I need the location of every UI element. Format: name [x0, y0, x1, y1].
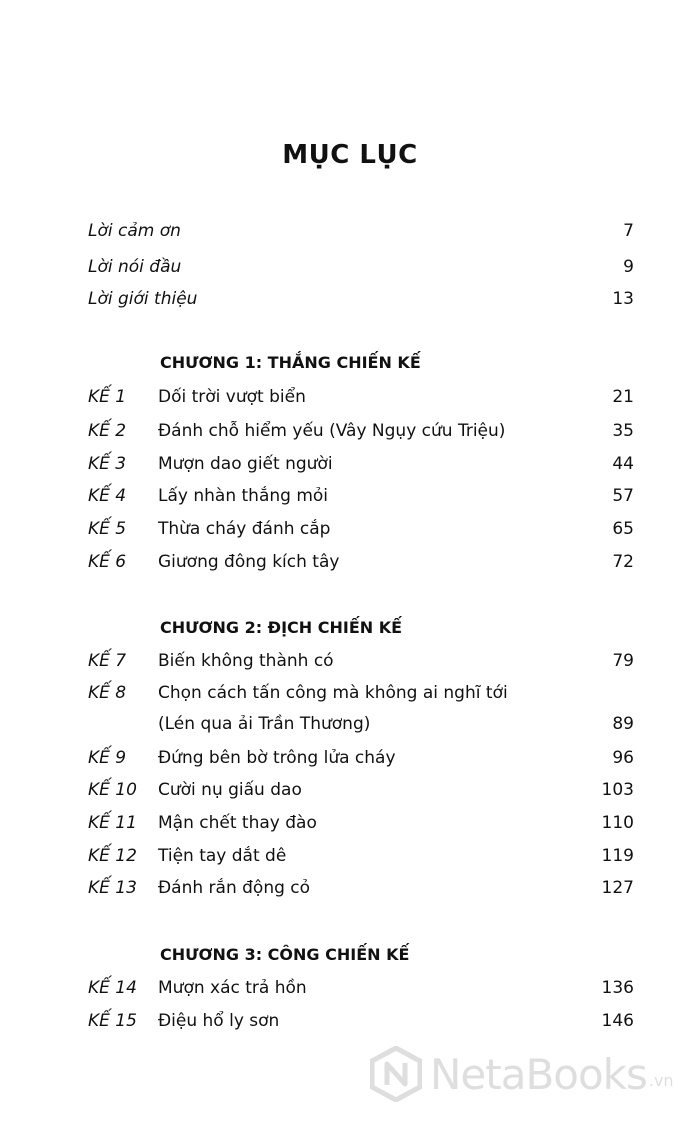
entry-label: Đánh rắn động cỏ [158, 878, 311, 898]
toc-entry [88, 481, 634, 511]
entry-number: KẾ 5 [88, 519, 127, 539]
entry-label: Lấy nhàn thắng mỏi [158, 486, 329, 506]
entry-label: Mận chết thay đào [158, 813, 317, 833]
entry-number: KẾ 3 [88, 454, 127, 474]
entry-page: 89 [612, 714, 634, 734]
entry-label: Điệu hổ ly sơn [158, 1011, 280, 1031]
watermark [370, 1044, 674, 1104]
toc-entry [88, 449, 634, 479]
entry-page: 44 [612, 454, 634, 474]
watermark-brand: NetaBooks [430, 1049, 647, 1099]
toc-entry [88, 841, 634, 871]
toc-entry [88, 873, 634, 903]
entry-page: 13 [612, 289, 634, 309]
entry-label: Biến không thành có [158, 651, 334, 671]
entry-page: 35 [612, 421, 634, 441]
entry-label: Lời giới thiệu [88, 289, 198, 309]
toc-entry [88, 775, 634, 805]
entry-label: Lời nói đầu [88, 257, 182, 277]
toc-entry [88, 973, 634, 1003]
chapter-heading: CHƯƠNG 1: THẮNG CHIẾN KẾ [160, 353, 421, 372]
entry-label: Thừa cháy đánh cắp [158, 519, 331, 539]
entry-label: Cười nụ giấu dao [158, 780, 302, 800]
entry-number: KẾ 15 [88, 1011, 137, 1031]
entry-number: KẾ 2 [88, 421, 127, 441]
chapter-heading: CHƯƠNG 2: ĐỊCH CHIẾN KẾ [160, 618, 403, 637]
chapter-heading: CHƯƠNG 3: CÔNG CHIẾN KẾ [160, 945, 410, 964]
entry-label: Đứng bên bờ trông lửa cháy [158, 748, 396, 768]
entry-label: Lời cảm ơn [88, 221, 181, 241]
toc-entry-continued [88, 709, 634, 739]
entry-number: KẾ 6 [88, 552, 127, 572]
entry-label: Giương đông kích tây [158, 552, 340, 572]
entry-number: KẾ 10 [88, 780, 137, 800]
toc-entry [88, 743, 634, 773]
entry-number: KẾ 12 [88, 846, 137, 866]
toc-entry [88, 678, 634, 708]
entry-number: KẾ 9 [88, 748, 127, 768]
entry-number: KẾ 13 [88, 878, 137, 898]
entry-label: Chọn cách tấn công mà không ai nghĩ tới [158, 683, 508, 703]
toc-entry [88, 646, 634, 676]
entry-page: 110 [601, 813, 634, 833]
toc-entry [88, 1006, 634, 1036]
toc-entry [88, 808, 634, 838]
entry-number: KẾ 4 [88, 486, 127, 506]
page-title: MỤC LỤC [282, 140, 418, 170]
entry-label: Mượn xác trả hồn [158, 978, 307, 998]
entry-number: KẾ 1 [88, 387, 127, 407]
toc-entry [88, 382, 634, 412]
toc-entry-intro [88, 216, 634, 246]
toc-entry [88, 514, 634, 544]
entry-page: 127 [601, 878, 634, 898]
toc-entry-intro [88, 252, 634, 282]
entry-label-line2: (Lén qua ải Trần Thương) [158, 714, 371, 734]
entry-label: Đánh chỗ hiểm yếu (Vây Ngụy cứu Triệu) [158, 421, 506, 441]
entry-page: 65 [612, 519, 634, 539]
entry-number: KẾ 8 [88, 683, 127, 703]
toc-entry-intro [88, 284, 634, 314]
entry-page: 9 [623, 257, 634, 277]
entry-number: KẾ 7 [88, 651, 127, 671]
entry-page: 72 [612, 552, 634, 572]
entry-label: Mượn dao giết người [158, 454, 333, 474]
entry-page: 96 [612, 748, 634, 768]
netabooks-logo-icon [370, 1046, 422, 1102]
entry-page: 57 [612, 486, 634, 506]
entry-page: 7 [623, 221, 634, 241]
entry-number: KẾ 11 [88, 813, 137, 833]
entry-page: 103 [601, 780, 634, 800]
toc-entry [88, 416, 634, 446]
entry-page: 21 [612, 387, 634, 407]
entry-label: Tiện tay dắt dê [158, 846, 287, 866]
entry-label: Dối trời vượt biển [158, 387, 306, 407]
entry-page: 136 [601, 978, 634, 998]
toc-entry [88, 547, 634, 577]
entry-page: 119 [601, 846, 634, 866]
entry-page: 146 [601, 1011, 634, 1031]
watermark-suffix: .vn [648, 1071, 674, 1090]
entry-page: 79 [612, 651, 634, 671]
entry-number: KẾ 14 [88, 978, 137, 998]
